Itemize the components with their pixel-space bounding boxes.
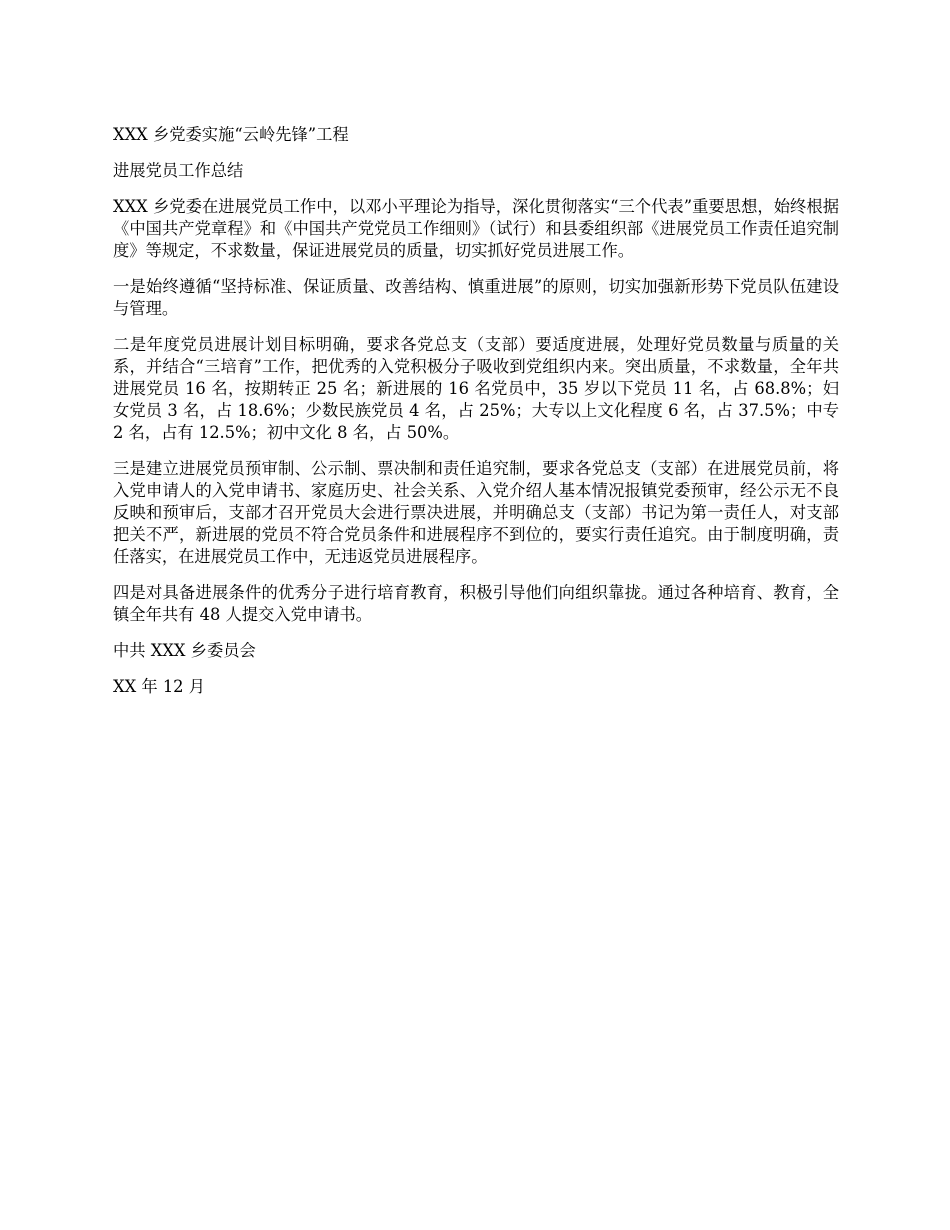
document-title: XXX 乡党委实施“云岭先锋”工程 — [113, 125, 349, 144]
paragraph-point-one: 一是始终遵循“坚持标准、保证质量、改善结构、慎重进展”的原则，切实加强新形势下党员队伍建设与管理。 — [113, 277, 839, 318]
paragraph-point-two: 二是年度党员进展计划目标明确，要求各党总支（支部）要适度进展，处理好党员数量与质量的关系，并结合“三培育”工作，把优秀的入党积极分子吸收到党组织内来。突出质量，不求数量，全年共进展党员 16 名，按期转正 25 名；新进展的 16 名党员中，35 岁以下党员 11 名，占 68.8%；妇女党员 3 名，占 18.6%；少数民族党员 4 名，占 25%；大专以上文化程度 6 名，占 37.5%；中专 2 名，占有 12.5%；初中文化 8 名，占 50%。 — [113, 335, 839, 442]
date: XX 年 12 月 — [113, 677, 205, 696]
paragraph-point-four: 四是对具备进展条件的优秀分子进行培育教育，积极引导他们向组织靠拢。通过各种培育、教育，全镇全年共有 48 人提交入党申请书。 — [113, 583, 839, 624]
signature: 中共 XXX 乡委员会 — [113, 641, 256, 660]
document-body — [113, 124, 839, 712]
paragraph-point-three: 三是建立进展党员预审制、公示制、票决制和责任追究制，要求各党总支（支部）在进展党员前，将入党申请人的入党申请书、家庭历史、社会关系、入党介绍人基本情况报镇党委预审，经公示无不良反映和预审后，支部才召开党员大会进行票决进展，并明确总支（支部）书记为第一责任人，对支部把关不严，新进展的党员不符合党员条件和进展程序不到位的，要实行责任追究。由于制度明确，责任落实，在进展党员工作中，无违返党员进展程序。 — [113, 459, 839, 566]
document-subtitle: 进展党员工作总结 — [113, 161, 244, 180]
paragraph-intro: XXX 乡党委在进展党员工作中，以邓小平理论为指导，深化贯彻落实“三个代表”重要思想，始终根据《中国共产党章程》和《中国共产党党员工作细则》（试行）和县委组织部《进展党员工作责任追究制度》等规定，不求数量，保证进展党员的质量，切实抓好党员进展工作。 — [113, 197, 839, 260]
